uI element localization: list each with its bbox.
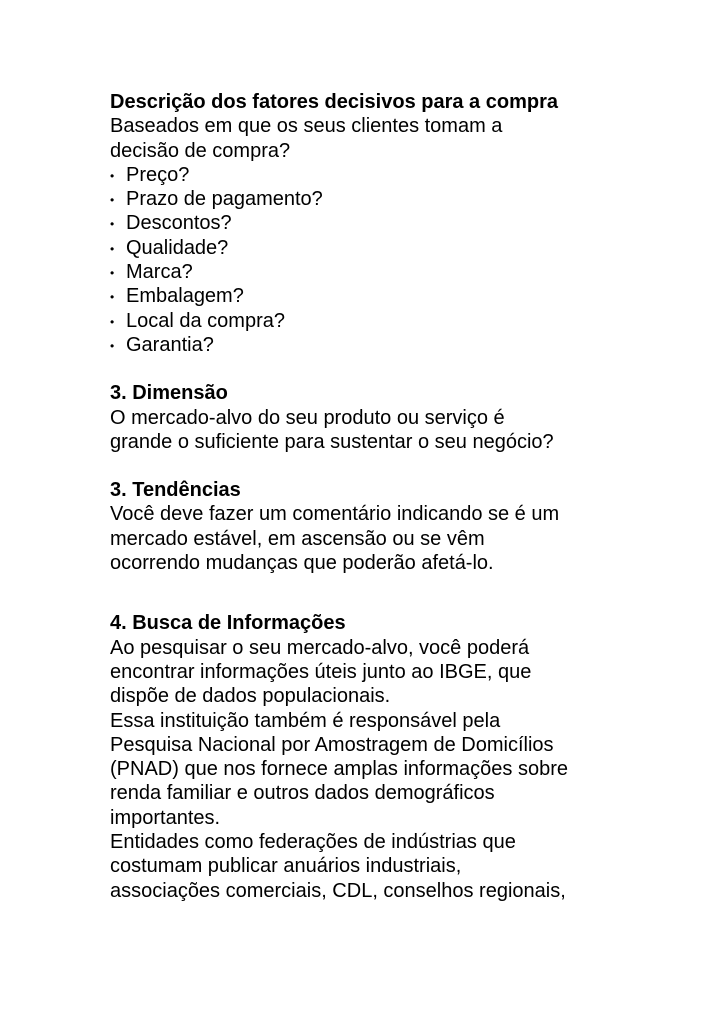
- list-item: [110, 236, 710, 260]
- paragraph-line: encontrar informações úteis junto ao IBGE, que: [110, 660, 532, 683]
- section-dimension: [110, 381, 710, 454]
- document-page: [110, 90, 710, 903]
- list-item-text: Garantia?: [126, 333, 214, 356]
- list-item: [110, 284, 710, 308]
- list-item: [110, 333, 710, 357]
- paragraph-line: decisão de compra?: [110, 139, 291, 162]
- list-item-text: Qualidade?: [126, 236, 229, 259]
- paragraph-line: Baseados em que os seus clientes tomam a: [110, 115, 503, 138]
- paragraph-line: grande o suficiente para sustentar o seu negócio?: [110, 430, 554, 453]
- paragraph-line: O mercado-alvo do seu produto ou serviço é: [110, 406, 505, 429]
- list-item: [110, 260, 710, 284]
- list-item: [110, 211, 710, 235]
- paragraph-line: costumam publicar anuários industriais,: [110, 855, 462, 878]
- spacer: [110, 575, 710, 611]
- spacer: [110, 454, 710, 478]
- list-item-text: Embalagem?: [126, 285, 244, 308]
- paragraph-line: renda familiar e outros dados demográficos: [110, 782, 495, 805]
- bullet-icon: •: [110, 168, 115, 183]
- section-trends: [110, 478, 710, 575]
- paragraph-line: associações comerciais, CDL, conselhos regionais,: [110, 879, 566, 902]
- bullet-icon: •: [110, 314, 115, 329]
- paragraph-line: (PNAD) que nos fornece amplas informações sobre: [110, 758, 568, 781]
- purchase-factors-list: [110, 163, 710, 357]
- bullet-icon: •: [110, 217, 115, 232]
- paragraph-line: dispõe de dados populacionais.: [110, 685, 391, 708]
- paragraph-line: importantes.: [110, 806, 221, 829]
- section-purchase-factors: [110, 90, 710, 357]
- bullet-icon: •: [110, 290, 115, 305]
- section-heading: 4. Busca de Informações: [110, 612, 346, 635]
- list-item: [110, 309, 710, 333]
- spacer: [110, 357, 710, 381]
- paragraph-line: Ao pesquisar o seu mercado-alvo, você poderá: [110, 636, 530, 659]
- list-item: [110, 163, 710, 187]
- bullet-icon: •: [110, 266, 115, 281]
- paragraph-line: ocorrendo mudanças que poderão afetá-lo.: [110, 552, 494, 575]
- list-item-text: Preço?: [126, 163, 190, 186]
- list-item-text: Marca?: [126, 261, 193, 284]
- section-heading: Descrição dos fatores decisivos para a compra: [110, 91, 558, 113]
- paragraph-line: Entidades como federações de indústrias que: [110, 831, 516, 854]
- paragraph-line: Pesquisa Nacional por Amostragem de Domicílios: [110, 733, 554, 756]
- list-item-text: Descontos?: [126, 212, 232, 235]
- bullet-icon: •: [110, 338, 115, 353]
- section-heading: 3. Tendências: [110, 479, 241, 502]
- list-item: [110, 187, 710, 211]
- paragraph-line: mercado estável, em ascensão ou se vêm: [110, 527, 485, 550]
- bullet-icon: •: [110, 193, 115, 208]
- paragraph-line: Essa instituição também é responsável pela: [110, 709, 501, 732]
- list-item-text: Prazo de pagamento?: [126, 188, 323, 211]
- section-heading: 3. Dimensão: [110, 382, 228, 405]
- section-information-search: [110, 611, 710, 903]
- list-item-text: Local da compra?: [126, 309, 285, 332]
- paragraph-line: Você deve fazer um comentário indicando se é um: [110, 503, 560, 526]
- bullet-icon: •: [110, 241, 115, 256]
